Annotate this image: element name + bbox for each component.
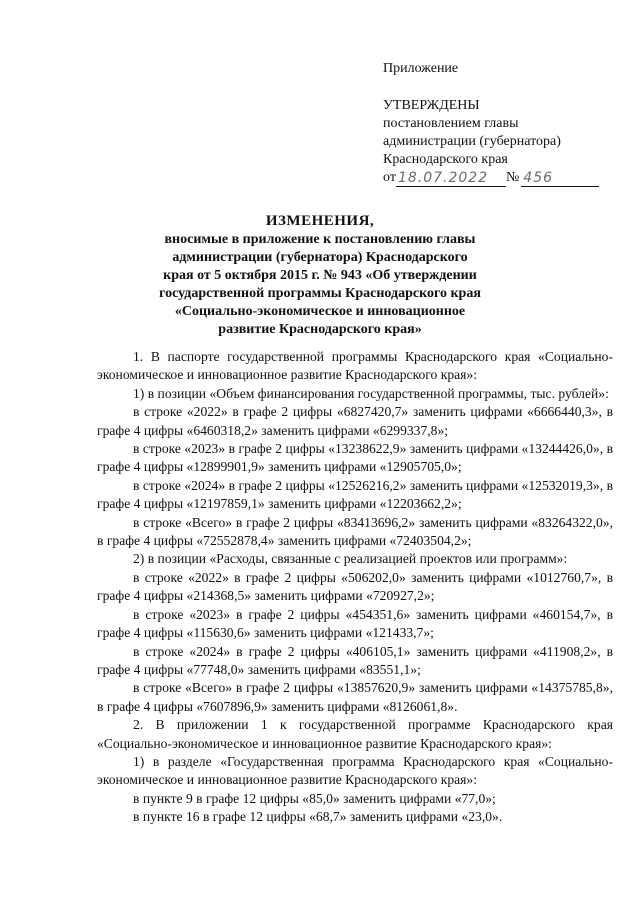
paragraph: 1) в позиции «Объем финансирования государственной программы, тыс. рублей»:: [133, 385, 609, 401]
paragraph: в строке «Всего» в графе 2 цифры «83413696,2» заменить цифрами «83264322,0», в графе 4 цифры «72552878,4» заменить цифрами «72403504,2»;: [97, 514, 613, 549]
paragraph: 2. В приложении 1 к государственной программе Краснодарского края «Социально-экономическое и инновационное развитие Краснодарского края»:: [97, 717, 613, 751]
paragraph: в строке «2023» в графе 2 цифры «454351,6» заменить цифрами «460154,7», в графе 4 цифры «115630,6» заменить цифрами «121433,7»;: [97, 606, 613, 641]
title-line: вносимые в приложение к постановлению главы: [164, 232, 476, 247]
date-prefix: от: [383, 170, 396, 185]
approval-line-1: постановлением главы: [383, 116, 519, 131]
paragraph: в пункте 16 в графе 12 цифры «68,7» заменить цифрами «23,0».: [133, 809, 503, 825]
appendix-label: Приложение: [383, 61, 459, 76]
paragraph: в строке «2022» в графе 2 цифры «506202,0» заменить цифрами «1012760,7», в графе 4 цифры «214368,5» заменить цифрами «720927,2»;: [97, 569, 613, 604]
document-body: [97, 348, 613, 827]
paragraph: в строке «2024» в графе 2 цифры «12526216,2» заменить цифрами «12532019,3», в графе 4 цифры «12197859,1» заменить цифрами «12203662,2»;: [97, 477, 613, 512]
title-line: края от 5 октября 2015 г. № 943 «Об утверждении: [163, 268, 477, 283]
approval-block: [383, 60, 623, 187]
title-heading: ИЗМЕНЕНИЯ,: [265, 213, 375, 229]
number-sign: №: [505, 170, 520, 185]
title-line: «Социально-экономическое и инновационное: [174, 304, 466, 319]
date-number-row: [383, 169, 623, 187]
paragraph: в строке «2022» в графе 2 цифры «6827420,7» заменить цифрами «6666440,3», в графе 4 цифры «6460318,2» заменить цифрами «6299337,8»;: [97, 404, 613, 438]
paragraph: в строке «2023» в графе 2 цифры «13238622,9» заменить цифрами «13244426,0», в графе 4 цифры «12899901,9» заменить цифрами «12905705,0»;: [97, 441, 613, 475]
title-line: развитие Краснодарского края»: [218, 322, 422, 337]
paragraph: в строке «2024» в графе 2 цифры «406105,1» заменить цифрами «411908,2», в графе 4 цифры «77748,0» заменить цифрами «83551,1»;: [97, 643, 613, 677]
handwritten-date: 18.07.2022: [396, 170, 506, 187]
paragraph: в пункте 9 в графе 12 цифры «85,0» заменить цифрами «77,0»;: [133, 790, 496, 806]
document-title: [150, 212, 490, 339]
handwritten-number: 456: [521, 170, 599, 187]
title-line: администрации (губернатора) Краснодарского: [172, 250, 468, 265]
paragraph: в строке «Всего» в графе 2 цифры «13857620,9» заменить цифрами «14375785,8», в графе 4 цифры «7607896,9» заменить цифрами «8126061,8».: [97, 680, 613, 714]
approval-line-2: администрации (губернатора): [383, 134, 561, 149]
paragraph: 1. В паспорте государственной программы Краснодарского края «Социально-экономическое и инновационное развитие Краснодарского края»:: [97, 349, 613, 383]
approval-line-3: Краснодарского края: [383, 152, 508, 167]
paragraph: 2) в позиции «Расходы, связанные с реализацией проектов или программ»:: [133, 551, 568, 567]
approved-label: УТВЕРЖДЕНЫ: [383, 98, 480, 113]
title-line: государственной программы Краснодарского края: [159, 286, 481, 301]
paragraph: 1) в разделе «Государственная программа Краснодарского края «Социально-экономическое и инновационное развитие Краснодарского края»:: [97, 753, 613, 788]
